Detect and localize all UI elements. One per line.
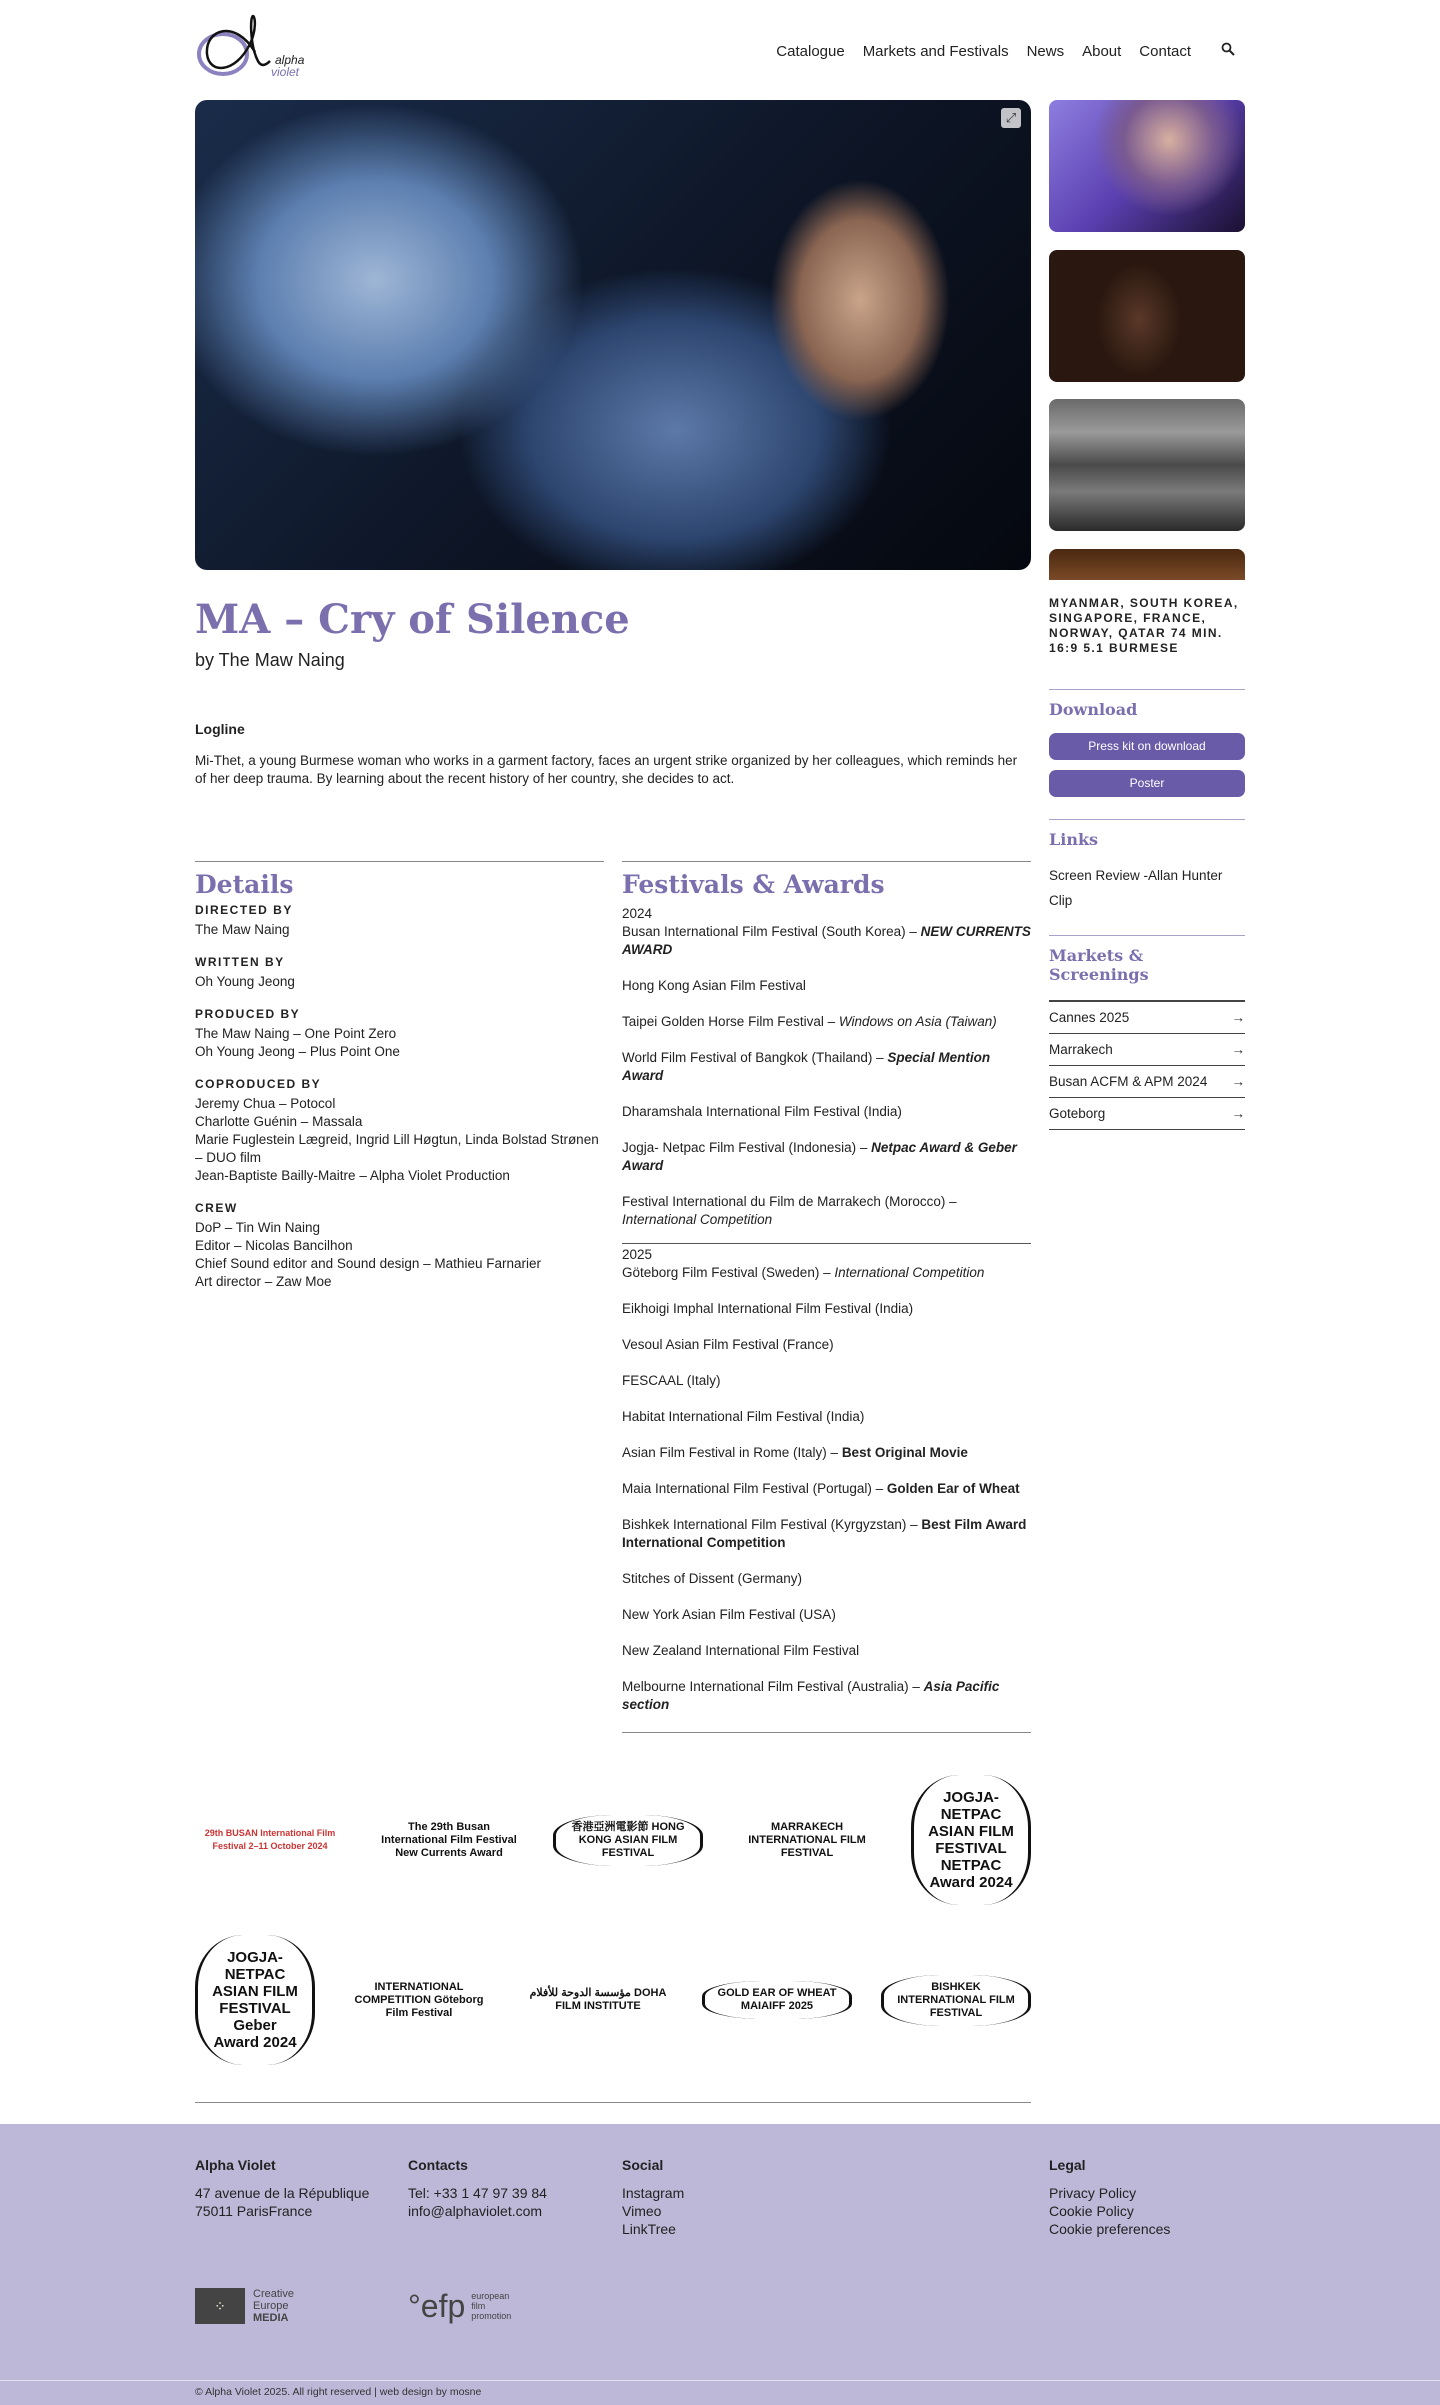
credit-value [195, 1095, 604, 1185]
partner-text: promotion [471, 2311, 512, 2321]
festival-item [622, 977, 1031, 995]
festival-name: Jogja- Netpac Film Festival (Indonesia) – [622, 1140, 872, 1155]
credit-value [195, 1025, 604, 1061]
festival-laurel-logo: BISHKEK INTERNATIONAL FILM FESTIVAL [881, 1975, 1031, 2026]
footer-link[interactable]: info@alphaviolet.com [408, 2203, 543, 2219]
festival-item [622, 1642, 1031, 1660]
festival-laurel-logo: JOGJA-NETPAC ASIAN FILM FESTIVAL Geber Award 2024 [195, 1935, 315, 2065]
festival-award: Best Film Award International Competition [622, 1517, 1027, 1550]
laurel-row [195, 1760, 1031, 1920]
festival-item [622, 1372, 1031, 1390]
nav-contact[interactable]: Contact [1139, 42, 1191, 60]
footer-link[interactable]: Instagram [622, 2185, 685, 2201]
festival-item [622, 1444, 1031, 1462]
page-title: MA – Cry of Silence [195, 596, 630, 643]
footer-link[interactable]: LinkTree [622, 2221, 676, 2237]
festival-item [622, 1570, 1031, 1588]
credit-line: Chief Sound editor and Sound design – Mathieu Farnarier [195, 1256, 541, 1271]
credit-line: Charlotte Guénin – Massala [195, 1114, 363, 1129]
credit-value [195, 921, 604, 939]
festival-award: Special Mention Award [622, 1050, 991, 1083]
festival-name: Taipei Golden Horse Film Festival – [622, 1014, 839, 1029]
footer-link[interactable]: Vimeo [622, 2203, 662, 2219]
arrow-right-icon: → [1231, 1009, 1245, 1025]
festival-award: Asia Pacific section [622, 1679, 1000, 1712]
partner-text: Creative [253, 2288, 294, 2300]
gallery-thumbnail[interactable] [1049, 549, 1245, 580]
search-icon[interactable] [1221, 42, 1235, 60]
credit-line: Oh Young Jeong [195, 974, 295, 989]
footer-link[interactable]: Tel: +33 1 47 97 39 84 [408, 2185, 547, 2201]
festival-award: International Competition [834, 1265, 985, 1280]
festival-award: Best Original Movie [841, 1445, 968, 1460]
festival-laurels [195, 1760, 1031, 2103]
footer-link[interactable]: Privacy Policy [1049, 2185, 1137, 2201]
festival-laurel-logo: INTERNATIONAL COMPETITION Göteborg Film Festival [354, 1980, 484, 2019]
festival-laurel-logo: GOLD EAR OF WHEAT MAIAIFF 2025 [702, 1981, 852, 2019]
festival-item [622, 1480, 1031, 1498]
festival-name: Busan International Film Festival (South Korea) – [622, 924, 921, 939]
festival-item [622, 1264, 1031, 1282]
credit-value [195, 973, 604, 991]
festival-name: Habitat International Film Festival (India) [622, 1409, 865, 1424]
market-link[interactable] [1049, 1002, 1245, 1034]
festival-item [622, 1408, 1031, 1426]
festival-name: Maia International Film Festival (Portugal) – [622, 1481, 887, 1496]
credit-line: Art director – Zaw Moe [195, 1274, 332, 1289]
copyright: © Alpha Violet 2025. All right reserved | web design by mosne [195, 2386, 482, 2398]
divider [1049, 935, 1245, 936]
festival-item [622, 1606, 1031, 1624]
credit-line: DoP – Tin Win Naing [195, 1220, 321, 1235]
festival-name: Dharamshala International Film Festival (India) [622, 1104, 902, 1119]
footer-link: 75011 ParisFrance [195, 2203, 313, 2219]
festival-award: Netpac Award & Geber Award [622, 1140, 1017, 1173]
festival-item [622, 1049, 1031, 1085]
market-label: Cannes 2025 [1049, 1009, 1130, 1025]
festival-item [622, 1139, 1031, 1175]
festival-award: Golden Ear of Wheat [886, 1481, 1020, 1496]
market-label: Marrakech [1049, 1041, 1113, 1057]
credit-line: Marie Fuglestein Lægreid, Ingrid Lill Høgtun, Linda Bolstad Strønen – DUO film [195, 1132, 599, 1165]
festival-year: 2025 [622, 1247, 653, 1262]
footer-link: 47 avenue de la République [195, 2185, 370, 2201]
market-link[interactable] [1049, 1034, 1245, 1066]
divider [195, 2102, 1031, 2103]
festival-item [622, 1300, 1031, 1318]
market-label: Goteborg [1049, 1105, 1106, 1121]
credit-label: PRODUCED BY [195, 1007, 301, 1021]
nav-markets-festivals[interactable]: Markets and Festivals [862, 42, 1009, 60]
credit-line: Jeremy Chua – Potocol [195, 1096, 336, 1111]
markets-heading: Markets & Screenings [1049, 946, 1149, 984]
partner-text: Europe [253, 2300, 289, 2312]
festival-name: Bishkek International Film Festival (Kyrgyzstan) – [622, 1517, 922, 1532]
market-link[interactable] [1049, 1098, 1245, 1130]
divider [1049, 819, 1245, 820]
divider [622, 1732, 1031, 1733]
credit-label: WRITTEN BY [195, 955, 285, 969]
festivals-heading: Festivals & Awards [622, 870, 885, 899]
expand-icon[interactable]: ⤢ [1001, 108, 1021, 128]
partner-text: film [471, 2301, 486, 2311]
festival-item [622, 1336, 1031, 1354]
festival-name: Melbourne International Film Festival (Australia) – [622, 1679, 924, 1694]
gallery-thumbnail[interactable] [1049, 399, 1245, 531]
credit-value [195, 1219, 604, 1291]
credit-line: Jean-Baptiste Bailly-Maitre – Alpha Violet Production [195, 1168, 510, 1183]
divider [622, 861, 1031, 862]
poster-download-button[interactable]: Poster [1049, 770, 1245, 797]
footer-link[interactable]: Cookie Policy [1049, 2203, 1134, 2219]
festival-name: Asian Film Festival in Rome (Italy) – [622, 1445, 842, 1460]
festival-name: Göteborg Film Festival (Sweden) – [622, 1265, 835, 1280]
link-clip[interactable]: Clip [1049, 893, 1073, 908]
gallery-thumbnail[interactable] [1049, 100, 1245, 232]
festival-laurel-logo: 香港亞洲電影節 HONG KONG ASIAN FILM FESTIVAL [553, 1815, 703, 1866]
festival-item [622, 1678, 1031, 1714]
festival-laurel-logo: The 29th Busan International Film Festival New Currents Award [381, 1820, 517, 1859]
festival-name: Festival International du Film de Marrakech (Morocco) – [622, 1194, 957, 1209]
footer-heading: Social [622, 2157, 664, 2173]
partner-text: MEDIA [253, 2312, 289, 2324]
creative-europe-media-logo [195, 2288, 294, 2324]
gallery-thumbnail[interactable] [1049, 250, 1245, 382]
footer-link[interactable]: Cookie preferences [1049, 2221, 1171, 2237]
festival-item [622, 1103, 1031, 1121]
credit-label: COPRODUCED BY [195, 1077, 322, 1091]
details-heading: Details [195, 870, 294, 899]
logo-text-alpha: alpha [275, 53, 305, 67]
festival-year: 2024 [622, 906, 653, 921]
credit-label: DIRECTED BY [195, 903, 293, 917]
press-kit-download-button[interactable]: Press kit on download [1049, 733, 1245, 760]
festival-award: International Competition [622, 1212, 773, 1227]
divider [1049, 689, 1245, 690]
market-link[interactable] [1049, 1066, 1245, 1098]
footer-heading: Alpha Violet [195, 2157, 276, 2173]
download-heading: Download [1049, 700, 1138, 719]
sidebar [1049, 596, 1245, 1130]
details-section [195, 861, 604, 1291]
festival-name: FESCAAL (Italy) [622, 1373, 721, 1388]
festival-item [622, 1516, 1031, 1552]
hero-image[interactable] [195, 100, 1031, 570]
footer-heading: Contacts [408, 2157, 468, 2173]
nav-news[interactable]: News [1026, 42, 1065, 60]
footer-column-contacts [408, 2156, 547, 2220]
efp-logo: °efp european film promotion [408, 2288, 512, 2324]
footer-column-legal [1049, 2156, 1170, 2238]
links-heading: Links [1049, 830, 1099, 849]
credit-line: The Maw Naing – One Point Zero [195, 1026, 397, 1041]
divider [195, 861, 604, 862]
film-specs: MYANMAR, SOUTH KOREA, SINGAPORE, FRANCE, NORWAY, QATAR 74 MIN. 16:9 5.1 BURMESE [1049, 596, 1239, 655]
logo-text-violet: violet [271, 65, 300, 79]
arrow-right-icon: → [1231, 1105, 1245, 1121]
festival-laurel-logo: JOGJA-NETPAC ASIAN FILM FESTIVAL NETPAC Award 2024 [911, 1775, 1031, 1905]
alpha-violet-logo[interactable] [195, 14, 325, 80]
arrow-right-icon: → [1231, 1041, 1245, 1057]
credit-line: Editor – Nicolas Bancilhon [195, 1238, 353, 1253]
festivals-section [622, 861, 1031, 1733]
credit-label: CREW [195, 1201, 238, 1215]
festival-item [622, 1193, 1031, 1229]
festival-laurel-logo: MARRAKECH INTERNATIONAL FILM FESTIVAL [748, 1820, 866, 1859]
footer [0, 2123, 1440, 2405]
festival-name: Eikhoigi Imphal International Film Festival (India) [622, 1301, 914, 1316]
festival-name: New York Asian Film Festival (USA) [622, 1607, 836, 1622]
logline-text: Mi-Thet, a young Burmese woman who works in a garment factory, faces an urgent strike organized by her colleagues, which reminds her of her deep trauma. By learning about the recent history of her country, she decides to act. [195, 753, 1018, 786]
festival-laurel-logo: مؤسسة الدوحة للأفلام DOHA FILM INSTITUTE [529, 1987, 667, 2012]
festival-item [622, 1013, 1031, 1031]
festival-name: World Film Festival of Bangkok (Thailand) – [622, 1050, 888, 1065]
director-byline: by The Maw Naing [195, 650, 345, 670]
nav-about[interactable]: About [1082, 42, 1122, 60]
divider [622, 1243, 1031, 1244]
footer-heading: Legal [1049, 2157, 1086, 2173]
link-screen-review[interactable]: Screen Review -Allan Hunter [1049, 868, 1223, 883]
logline-heading: Logline [195, 721, 245, 737]
festival-name: Vesoul Asian Film Festival (France) [622, 1337, 834, 1352]
nav-catalogue[interactable]: Catalogue [776, 42, 845, 60]
footer-column-social [622, 2156, 684, 2238]
market-label: Busan ACFM & APM 2024 [1049, 1073, 1208, 1089]
eu-flag-icon: ⁘ [195, 2288, 245, 2324]
festival-award: Windows on Asia (Taiwan) [838, 1014, 997, 1029]
festival-name: Hong Kong Asian Film Festival [622, 978, 806, 993]
festival-item [622, 923, 1031, 959]
arrow-right-icon: → [1231, 1073, 1245, 1089]
credit-line: Oh Young Jeong – Plus Point One [195, 1044, 400, 1059]
efp-text: efp [420, 2288, 466, 2324]
laurel-row [195, 1920, 1031, 2080]
festival-laurel-logo: 29th BUSAN International Film Festival 2–11 October 2024 [204, 1828, 336, 1851]
footer-column-alpha-violet [195, 2156, 369, 2220]
festival-name: Stitches of Dissent (Germany) [622, 1571, 803, 1586]
credit-line: The Maw Naing [195, 922, 290, 937]
festival-name: New Zealand International Film Festival [622, 1643, 860, 1658]
main-nav [776, 42, 1235, 60]
festival-award: NEW CURRENTS AWARD [622, 924, 1031, 957]
partner-text: european [471, 2291, 510, 2301]
